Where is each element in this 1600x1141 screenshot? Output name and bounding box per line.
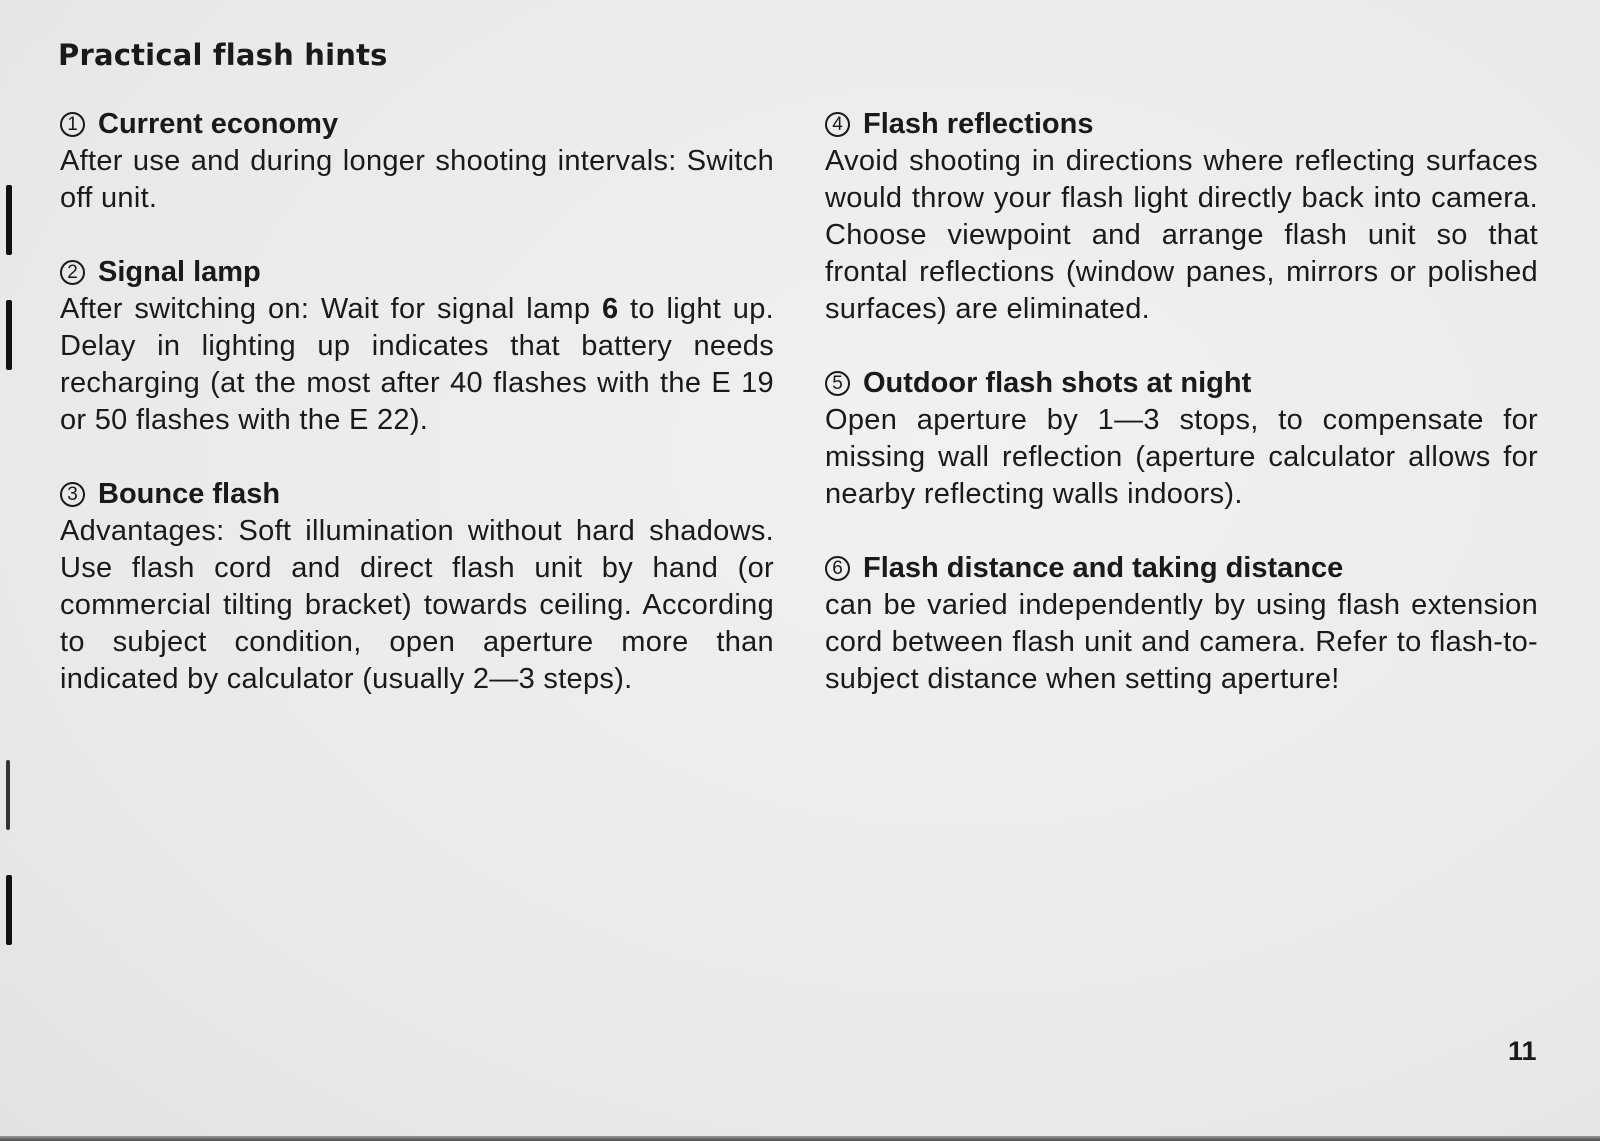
section-flash-distance [825, 550, 1538, 698]
heading-text: Current economy [98, 108, 339, 140]
left-column [60, 106, 774, 735]
section-bounce-flash [60, 476, 774, 698]
circled-number-3: 3 [60, 482, 85, 507]
lamp-number: 6 [601, 293, 619, 325]
circled-number-1: 1 [60, 112, 85, 137]
section-heading [60, 254, 774, 291]
section-flash-reflections [825, 106, 1538, 328]
page-number: 11 [1508, 1036, 1537, 1066]
section-signal-lamp [60, 254, 774, 439]
binding-mark [6, 185, 12, 255]
section-body: can be varied independently by using flash extension cord between flash unit and camera. Refer to flash-to-subject distance when setting aperture! [825, 589, 1538, 695]
section-heading [825, 365, 1538, 402]
heading-text: Flash reflections [863, 108, 1094, 140]
section-body: Open aperture by 1—3 stops, to compensate for missing wall reflection (aperture calculator allows for nearby reflecting walls indoors). [825, 404, 1538, 510]
section-outdoor-flash [825, 365, 1538, 513]
binding-mark [6, 875, 12, 945]
section-current-economy [60, 106, 774, 217]
heading-text: Signal lamp [98, 256, 261, 288]
binding-mark [6, 300, 12, 370]
section-body: Advantages: Soft illumination without hard shadows. Use flash cord and direct flash unit by hand (or commercial tilting bracket) towards ceiling. According to subject condition, open aperture more than indicated by calculator (usually 2—3 steps). [60, 515, 774, 695]
heading-text: Outdoor flash shots at night [863, 367, 1252, 399]
body-text-before: After switching on: Wait for signal lamp [60, 293, 602, 325]
heading-text: Bounce flash [98, 478, 281, 510]
section-body: After use and during longer shooting intervals: Switch off unit. [60, 145, 774, 214]
page-edge [0, 1136, 1600, 1141]
right-column [825, 106, 1538, 735]
section-heading [825, 550, 1538, 587]
section-heading [60, 476, 774, 513]
circled-number-2: 2 [60, 260, 85, 285]
section-body [60, 291, 774, 439]
page-title: Practical flash hints [58, 38, 388, 72]
section-body: Avoid shooting in directions where reflecting surfaces would throw your flash light directly back into camera. Choose viewpoint and arrange flash unit so that frontal reflections (window panes, mirrors or polished surfaces) are eliminated. [825, 145, 1538, 325]
heading-text: Flash distance and taking distance [863, 552, 1344, 584]
circled-number-4: 4 [825, 112, 850, 137]
body-text-after: to light up. Delay in lighting up indicates that battery needs recharging (at the most after 40 flashes with the E 19 or 50 flashes with the E 22). [60, 293, 775, 436]
section-heading [825, 106, 1538, 143]
section-heading [60, 106, 774, 143]
circled-number-5: 5 [825, 371, 850, 396]
circled-number-6: 6 [825, 556, 850, 581]
binding-mark [6, 760, 10, 830]
